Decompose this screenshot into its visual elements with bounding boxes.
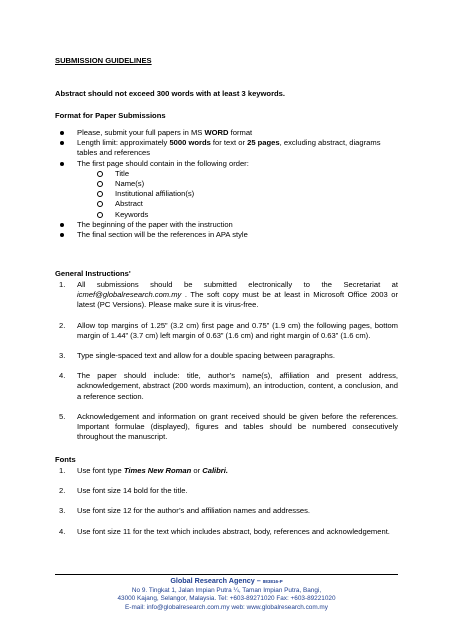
footer-address-line-2: 43000 Kajang, Selangor, Malaysia. Tel: +603-89271020 Fax: +603-89221020: [117, 595, 336, 603]
footer-address: No 9. Tingkat 1, Jalan Impian Putra ¼, Taman Impian Putra, Bangi,: [131, 586, 322, 594]
sub-list-item: Name(s): [97, 179, 398, 189]
list-item: 3. Use font size 12 for the author’s and affiliation names and addresses.: [59, 506, 311, 516]
letterhead-footer: [55, 577, 398, 612]
general-section: [55, 280, 398, 442]
list-item: 4. Use font size 11 for the text which includes abstract, body, references and acknowledgement.: [59, 526, 390, 536]
first-page-order-list: [77, 169, 398, 220]
registration-number: 883816-P: [262, 579, 283, 584]
list-item: The final section will be the references in APA style: [55, 230, 398, 240]
list-item: 3. Type single-spaced text and allow for a double spacing between paragraphs.: [59, 351, 335, 361]
sub-list-item: Abstract: [97, 199, 398, 209]
list-item: 1. Use font type Times New Roman or Calibri.: [59, 466, 228, 475]
list-item: 1. All submissions should be submitted electronically to the Secretariat at icmef@globalresearch.com.my . The soft copy must be at least in Microsoft Office 2003 or latest (PC Versions). Please make sure it is virus-free.: [59, 280, 398, 310]
secretariat-email: icmef@globalresearch.com.my: [77, 290, 182, 300]
fonts-section: [55, 466, 398, 537]
sub-list-item: Title: [97, 169, 398, 179]
format-section: [55, 128, 398, 240]
agency-line: [55, 577, 398, 587]
list-item: 5. Acknowledgement and information on grant received should be given before the references. Important formulae (displayed), figures and tables should be numbered consecutively throughout the manuscript.: [59, 411, 398, 442]
general-instructions-list: [55, 280, 398, 442]
list-item: Please, submit your full papers in MS WORD format: [55, 128, 398, 138]
footer-divider: [55, 574, 398, 575]
list-item: 4. The paper should include: title, author’s name(s), affiliation and present address, acknowledgement, abstract (200 words maximum), an introduction, content, a conclusion, and a reference section.: [59, 371, 398, 401]
list-item: The first page should contain in the following order: Title Name(s) Institutional affiliation(s) Abstract Keywords: [55, 159, 398, 220]
agency-name: Global Research Agency –: [170, 576, 263, 585]
list-item: 2. Use font size 14 bold for the title.: [59, 486, 188, 496]
format-list: [55, 128, 398, 240]
submission-guidelines-heading: SUBMISSION GUIDELINES: [55, 56, 152, 65]
sub-list-item: Keywords: [97, 210, 398, 220]
list-item: Length limit: approximately 5000 words for text or 25 pages, excluding abstract, diagrams tables and references: [55, 138, 398, 158]
fonts-heading: Fonts: [55, 455, 76, 464]
list-item: 2. Allow top margins of 1.25” (3.2 cm) first page and 0.75” (1.9 cm) the following pages, bottom margin of 1.44” (3.7 cm) left margin of 0.63” (1.6 cm) and right margin of 0.63” (1.6 cm).: [59, 320, 398, 340]
sub-list-item: Institutional affiliation(s): [97, 189, 398, 199]
format-heading: Format for Paper Submissions: [55, 111, 166, 120]
abstract-note: Abstract should not exceed 300 words with at least 3 keywords.: [55, 89, 285, 98]
fonts-list: [55, 466, 398, 537]
footer-contact: E-mail: info@globalresearch.com.my web: www.globalresearch.com.my: [125, 603, 328, 611]
general-instructions-heading: General Instructions': [55, 269, 131, 278]
list-item: The beginning of the paper with the instruction: [55, 220, 398, 230]
